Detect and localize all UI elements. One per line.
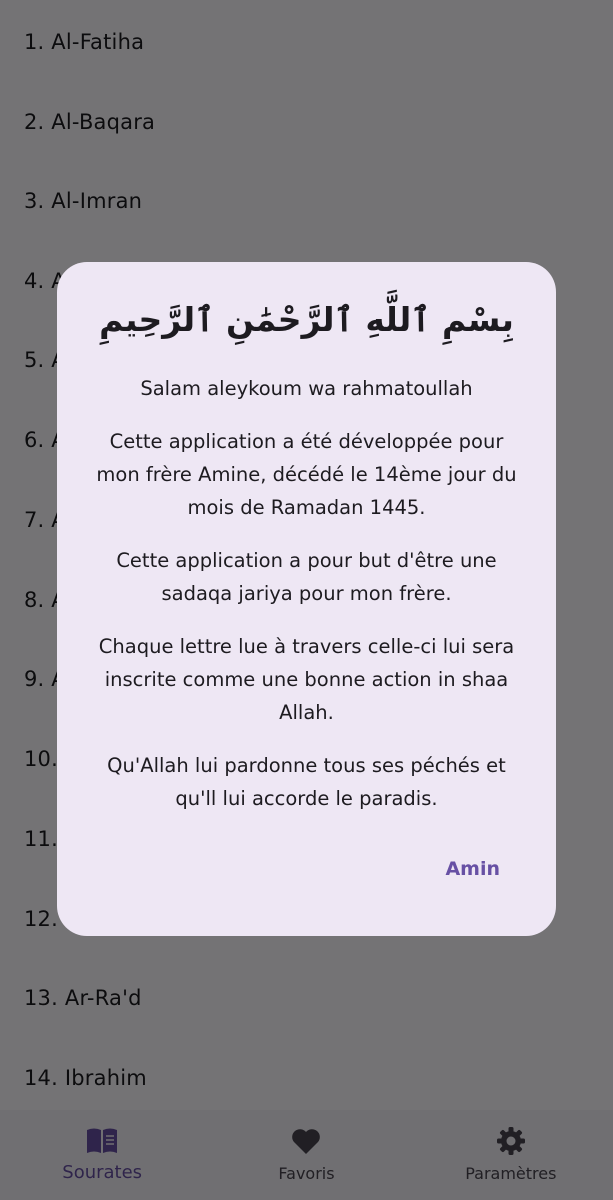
dialog-paragraph: Chaque lettre lue à travers celle-ci lui sera inscrite comme une bonne action in shaa Allah. bbox=[98, 635, 515, 724]
dialog-greeting: Salam aleykoum wa rahmatoullah bbox=[140, 377, 473, 400]
amin-button[interactable]: Amin bbox=[445, 858, 500, 880]
dialog-actions bbox=[445, 858, 500, 880]
dialog-paragraph: Qu'Allah lui pardonne tous ses péchés et qu'll lui accorde le paradis. bbox=[107, 754, 506, 810]
dedication-dialog bbox=[57, 262, 556, 936]
dialog-paragraph: Cette application a été développée pour mon frère Amine, décédé le 14ème jour du mois de Ramadan 1445. bbox=[96, 430, 517, 519]
dialog-paragraph: Cette application a pour but d'être une sadaqa jariya pour mon frère. bbox=[116, 549, 497, 605]
basmala-heading: بِسْمِ ٱللَّهِ ٱلرَّحْمَٰنِ ٱلرَّحِيمِ bbox=[99, 300, 514, 339]
